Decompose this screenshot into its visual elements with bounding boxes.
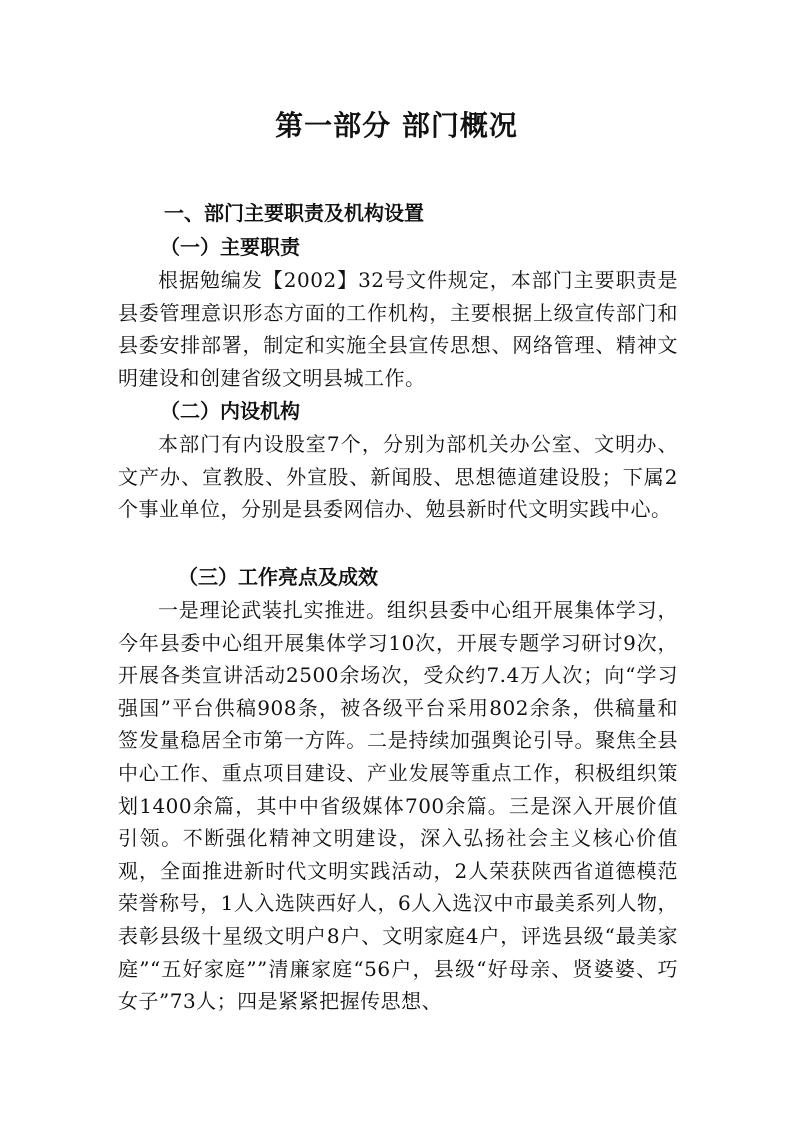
highlights-paragraph: 一是理论武装扎实推进。组织县委中心组开展集体学习，今年县委中心组开展集体学习10次，开展专题学习研讨9次，开展各类宣讲活动2500余场次，受众约7.4万人次；向“学习强国”平台供稿908条，被各级平台采用802余条，供稿量和签发量稳居全市第一方阵。二是持续加强舆论引导。聚焦全县中心工作、重点项目建设、产业发展等重点工作，积极组织策划1400余篇，其中中省级媒体700余篇。三是深入开展价值引领。不断强化精神文明建设，深入弘扬社会主义核心价值观，全面推进新时代文明实践活动，2人荣获陕西省道德模范荣誉称号，1人入选陕西好人，6人入选汉中市最美系列人物，表彰县级十星级文明户8户、文明家庭4户，评选县级“最美家庭”“五好家庭””清廉家庭“56户，县级“好母亲、贤婆婆、巧女子”73人；四是紧紧把握传思想、 — [118, 598, 678, 1014]
section-heading: 一、部门主要职责及机构设置 — [164, 201, 424, 225]
subsection-heading-duties: （一）主要职责 — [160, 235, 300, 259]
subsection-heading-organization: （二）内设机构 — [160, 399, 300, 423]
subsection-heading-highlights: （三）工作亮点及成效 — [178, 565, 378, 589]
page-title: 第一部分 部门概况 — [275, 109, 518, 142]
organization-paragraph: 本部门有内设股室7个，分别为部机关办公室、文明办、文产办、宣教股、外宣股、新闻股、思想德道建设股；下属2个事业单位，分别是县委网信办、勉县新时代文明实践中心。 — [118, 432, 678, 522]
duties-paragraph: 根据勉编发【2002】32号文件规定，本部门主要职责是县委管理意识形态方面的工作机构，主要根据上级宣传部门和县委安排部署，制定和实施全县宣传思想、网络管理、精神文明建设和创建省级文明县城工作。 — [118, 268, 678, 390]
